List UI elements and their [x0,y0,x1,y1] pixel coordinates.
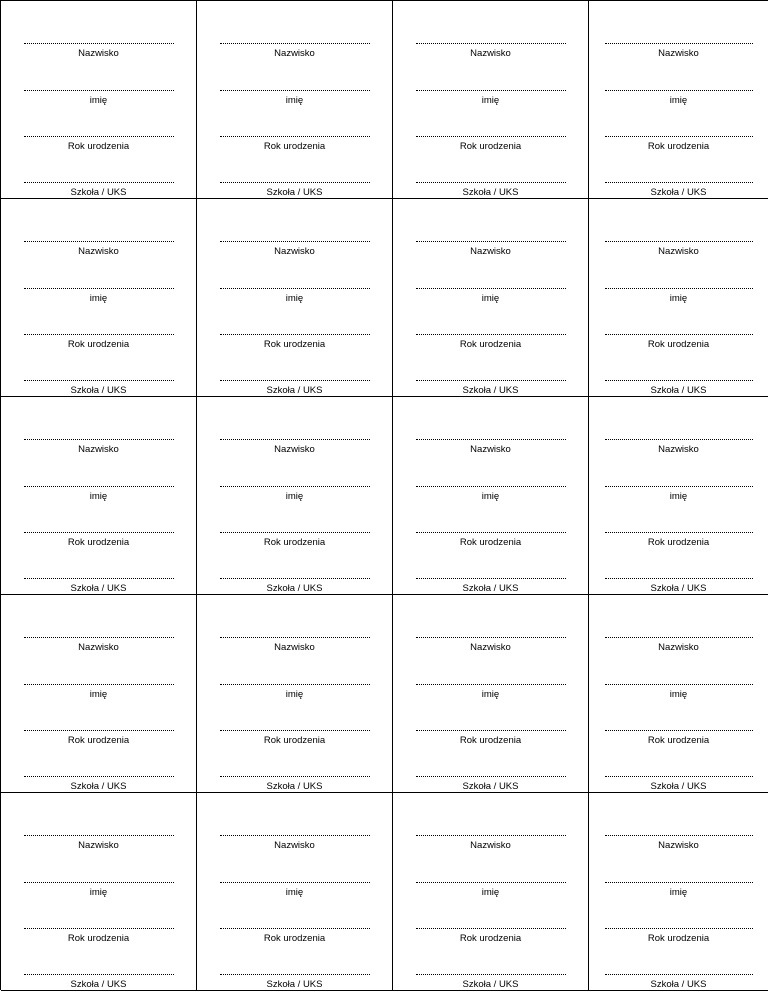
birth-year-label: Rok urodzenia [647,537,710,548]
dotted-fill-line[interactable] [416,835,566,836]
school-label: Szkoła / UKS [650,979,707,990]
birth-year-field [1,532,196,549]
dotted-fill-line[interactable] [416,532,566,533]
name-card [589,595,768,793]
dotted-fill-line[interactable] [605,776,753,777]
school-field [1,182,196,199]
dotted-fill-line[interactable] [220,43,370,44]
first-name-field [1,288,196,305]
surname-label: Nazwisko [78,246,119,257]
surname-label: Nazwisko [470,246,511,257]
first-name-label: imię [669,491,688,502]
first-name-field [393,486,588,503]
dotted-fill-line[interactable] [24,439,174,440]
surname-field [393,637,588,654]
surname-field [393,241,588,258]
dotted-fill-line[interactable] [220,928,370,929]
dotted-fill-line[interactable] [24,43,174,44]
school-label: Szkoła / UKS [70,979,127,990]
first-name-label: imię [285,689,304,700]
birth-year-label: Rok urodzenia [647,933,710,944]
dotted-fill-line[interactable] [220,684,370,685]
school-field [197,380,392,397]
dotted-fill-line[interactable] [605,532,753,533]
dotted-fill-line[interactable] [220,882,370,883]
dotted-fill-line[interactable] [24,835,174,836]
school-label: Szkoła / UKS [462,583,519,594]
surname-field [589,241,768,258]
dotted-fill-line[interactable] [24,730,174,731]
surname-field [197,835,392,852]
first-name-field [197,882,392,899]
name-card [589,397,768,595]
school-label: Szkoła / UKS [650,385,707,396]
first-name-field [393,684,588,701]
dotted-fill-line[interactable] [24,974,174,975]
dotted-fill-line[interactable] [416,136,566,137]
surname-label: Nazwisko [470,840,511,851]
dotted-fill-line[interactable] [416,90,566,91]
name-card [393,1,589,199]
name-card [197,595,393,793]
dotted-fill-line[interactable] [220,532,370,533]
dotted-fill-line[interactable] [24,136,174,137]
dotted-fill-line[interactable] [605,684,753,685]
dotted-fill-line[interactable] [605,882,753,883]
dotted-fill-line[interactable] [24,241,174,242]
dotted-fill-line[interactable] [416,241,566,242]
dotted-fill-line[interactable] [416,684,566,685]
dotted-fill-line[interactable] [220,835,370,836]
first-name-field [589,882,768,899]
name-card [1,199,197,397]
birth-year-label: Rok urodzenia [67,735,130,746]
name-card [197,1,393,199]
school-label: Szkoła / UKS [266,583,323,594]
dotted-fill-line[interactable] [24,90,174,91]
first-name-label: imię [669,689,688,700]
first-name-label: imię [89,689,108,700]
name-card [393,199,589,397]
birth-year-label: Rok urodzenia [263,735,326,746]
birth-year-label: Rok urodzenia [459,735,522,746]
surname-label: Nazwisko [470,642,511,653]
dotted-fill-line[interactable] [605,730,753,731]
surname-label: Nazwisko [274,642,315,653]
surname-label: Nazwisko [658,48,699,59]
birth-year-field [1,730,196,747]
school-field [393,380,588,397]
dotted-fill-line[interactable] [220,637,370,638]
surname-field [1,835,196,852]
first-name-field [197,288,392,305]
surname-field [589,43,768,60]
first-name-field [1,90,196,107]
birth-year-field [393,532,588,549]
dotted-fill-line[interactable] [416,882,566,883]
name-card [1,595,197,793]
name-card [393,397,589,595]
surname-label: Nazwisko [78,444,119,455]
dotted-fill-line[interactable] [605,288,753,289]
first-name-field [589,288,768,305]
first-name-field [589,90,768,107]
dotted-fill-line[interactable] [416,928,566,929]
birth-year-label: Rok urodzenia [647,339,710,350]
school-label: Szkoła / UKS [650,187,707,198]
birth-year-label: Rok urodzenia [647,735,710,746]
first-name-label: imię [285,491,304,502]
first-name-label: imię [669,293,688,304]
dotted-fill-line[interactable] [24,882,174,883]
first-name-field [197,486,392,503]
school-field [1,578,196,595]
dotted-fill-line[interactable] [416,974,566,975]
surname-field [197,637,392,654]
birth-year-field [589,928,768,945]
birth-year-field [393,928,588,945]
school-field [589,578,768,595]
surname-field [589,439,768,456]
dotted-fill-line[interactable] [24,334,174,335]
school-label: Szkoła / UKS [462,385,519,396]
birth-year-field [589,532,768,549]
school-field [589,182,768,199]
first-name-field [1,882,196,899]
birth-year-label: Rok urodzenia [263,141,326,152]
dotted-fill-line[interactable] [416,288,566,289]
first-name-field [393,90,588,107]
dotted-fill-line[interactable] [416,776,566,777]
dotted-fill-line[interactable] [416,730,566,731]
surname-label: Nazwisko [470,48,511,59]
birth-year-field [197,136,392,153]
birth-year-field [197,928,392,945]
surname-field [197,241,392,258]
school-label: Szkoła / UKS [650,583,707,594]
surname-field [197,43,392,60]
surname-label: Nazwisko [274,48,315,59]
birth-year-field [197,730,392,747]
birth-year-label: Rok urodzenia [459,933,522,944]
dotted-fill-line[interactable] [24,380,174,381]
surname-field [393,439,588,456]
dotted-fill-line[interactable] [605,380,753,381]
birth-year-field [197,334,392,351]
first-name-label: imię [669,95,688,106]
birth-year-label: Rok urodzenia [67,141,130,152]
birth-year-label: Rok urodzenia [647,141,710,152]
dotted-fill-line[interactable] [24,182,174,183]
first-name-field [589,486,768,503]
birth-year-label: Rok urodzenia [459,537,522,548]
school-label: Szkoła / UKS [462,781,519,792]
school-label: Szkoła / UKS [266,781,323,792]
dotted-fill-line[interactable] [24,684,174,685]
school-label: Szkoła / UKS [266,187,323,198]
dotted-fill-line[interactable] [24,486,174,487]
dotted-fill-line[interactable] [416,43,566,44]
surname-field [197,439,392,456]
school-field [393,578,588,595]
first-name-label: imię [669,887,688,898]
dotted-fill-line[interactable] [416,334,566,335]
birth-year-label: Rok urodzenia [459,141,522,152]
birth-year-label: Rok urodzenia [67,537,130,548]
surname-field [1,241,196,258]
surname-field [1,43,196,60]
dotted-fill-line[interactable] [220,578,370,579]
birth-year-label: Rok urodzenia [263,933,326,944]
surname-field [589,637,768,654]
school-field [1,380,196,397]
surname-field [1,439,196,456]
school-label: Szkoła / UKS [70,187,127,198]
school-field [197,776,392,793]
school-label: Szkoła / UKS [462,187,519,198]
birth-year-label: Rok urodzenia [67,339,130,350]
first-name-label: imię [285,887,304,898]
birth-year-field [589,136,768,153]
school-field [589,380,768,397]
first-name-label: imię [481,293,500,304]
name-card [589,793,768,991]
dotted-fill-line[interactable] [220,182,370,183]
surname-label: Nazwisko [274,840,315,851]
dotted-fill-line[interactable] [605,974,753,975]
dotted-fill-line[interactable] [24,928,174,929]
dotted-fill-line[interactable] [24,532,174,533]
dotted-fill-line[interactable] [220,288,370,289]
school-field [1,776,196,793]
school-label: Szkoła / UKS [462,979,519,990]
dotted-fill-line[interactable] [416,380,566,381]
first-name-label: imię [89,491,108,502]
dotted-fill-line[interactable] [605,241,753,242]
dotted-fill-line[interactable] [605,439,753,440]
dotted-fill-line[interactable] [416,182,566,183]
dotted-fill-line[interactable] [416,486,566,487]
surname-label: Nazwisko [78,48,119,59]
school-field [393,182,588,199]
school-field [393,974,588,991]
dotted-fill-line[interactable] [416,578,566,579]
birth-year-label: Rok urodzenia [67,933,130,944]
name-card [1,397,197,595]
first-name-field [393,288,588,305]
first-name-label: imię [481,689,500,700]
school-field [589,974,768,991]
first-name-label: imię [481,491,500,502]
school-label: Szkoła / UKS [70,583,127,594]
first-name-field [1,684,196,701]
dotted-fill-line[interactable] [220,730,370,731]
first-name-label: imię [285,293,304,304]
surname-field [393,43,588,60]
surname-label: Nazwisko [658,246,699,257]
first-name-label: imię [481,887,500,898]
birth-year-field [393,730,588,747]
birth-year-field [1,136,196,153]
birth-year-field [1,334,196,351]
birth-year-label: Rok urodzenia [263,339,326,350]
dotted-fill-line[interactable] [220,439,370,440]
dotted-fill-line[interactable] [605,43,753,44]
birth-year-field [589,730,768,747]
dotted-fill-line[interactable] [220,380,370,381]
surname-field [1,637,196,654]
school-field [1,974,196,991]
dotted-fill-line[interactable] [220,90,370,91]
first-name-label: imię [89,293,108,304]
dotted-fill-line[interactable] [24,578,174,579]
school-field [393,776,588,793]
dotted-fill-line[interactable] [605,136,753,137]
dotted-fill-line[interactable] [220,334,370,335]
school-label: Szkoła / UKS [650,781,707,792]
birth-year-field [393,136,588,153]
name-card [393,595,589,793]
first-name-field [589,684,768,701]
name-card [197,793,393,991]
surname-label: Nazwisko [658,642,699,653]
surname-label: Nazwisko [274,246,315,257]
first-name-field [197,90,392,107]
dotted-fill-line[interactable] [220,776,370,777]
birth-year-field [197,532,392,549]
dotted-fill-line[interactable] [416,637,566,638]
school-label: Szkoła / UKS [266,385,323,396]
birth-year-label: Rok urodzenia [459,339,522,350]
name-card [197,397,393,595]
first-name-label: imię [89,95,108,106]
dotted-fill-line[interactable] [220,486,370,487]
dotted-fill-line[interactable] [605,334,753,335]
school-field [197,578,392,595]
surname-label: Nazwisko [78,840,119,851]
first-name-field [197,684,392,701]
surname-field [589,835,768,852]
birth-year-field [393,334,588,351]
dotted-fill-line[interactable] [605,578,753,579]
name-card [589,199,768,397]
school-field [197,182,392,199]
dotted-fill-line[interactable] [605,90,753,91]
surname-label: Nazwisko [658,444,699,455]
first-name-label: imię [481,95,500,106]
birth-year-field [589,334,768,351]
dotted-fill-line[interactable] [24,288,174,289]
name-card [1,793,197,991]
school-label: Szkoła / UKS [70,781,127,792]
school-label: Szkoła / UKS [266,979,323,990]
surname-label: Nazwisko [274,444,315,455]
school-field [197,974,392,991]
dotted-fill-line[interactable] [24,637,174,638]
first-name-field [393,882,588,899]
dotted-fill-line[interactable] [220,136,370,137]
name-card [393,793,589,991]
school-label: Szkoła / UKS [70,385,127,396]
dotted-fill-line[interactable] [605,486,753,487]
surname-label: Nazwisko [658,840,699,851]
surname-field [393,835,588,852]
surname-label: Nazwisko [470,444,511,455]
dotted-fill-line[interactable] [605,835,753,836]
name-card [589,1,768,199]
name-card [197,199,393,397]
birth-year-label: Rok urodzenia [263,537,326,548]
first-name-label: imię [89,887,108,898]
name-card [1,1,197,199]
dotted-fill-line[interactable] [220,241,370,242]
dotted-fill-line[interactable] [220,974,370,975]
dotted-fill-line[interactable] [605,182,753,183]
dotted-fill-line[interactable] [605,637,753,638]
dotted-fill-line[interactable] [416,439,566,440]
dotted-fill-line[interactable] [605,928,753,929]
birth-year-field [1,928,196,945]
surname-label: Nazwisko [78,642,119,653]
school-field [589,776,768,793]
first-name-label: imię [285,95,304,106]
first-name-field [1,486,196,503]
dotted-fill-line[interactable] [24,776,174,777]
